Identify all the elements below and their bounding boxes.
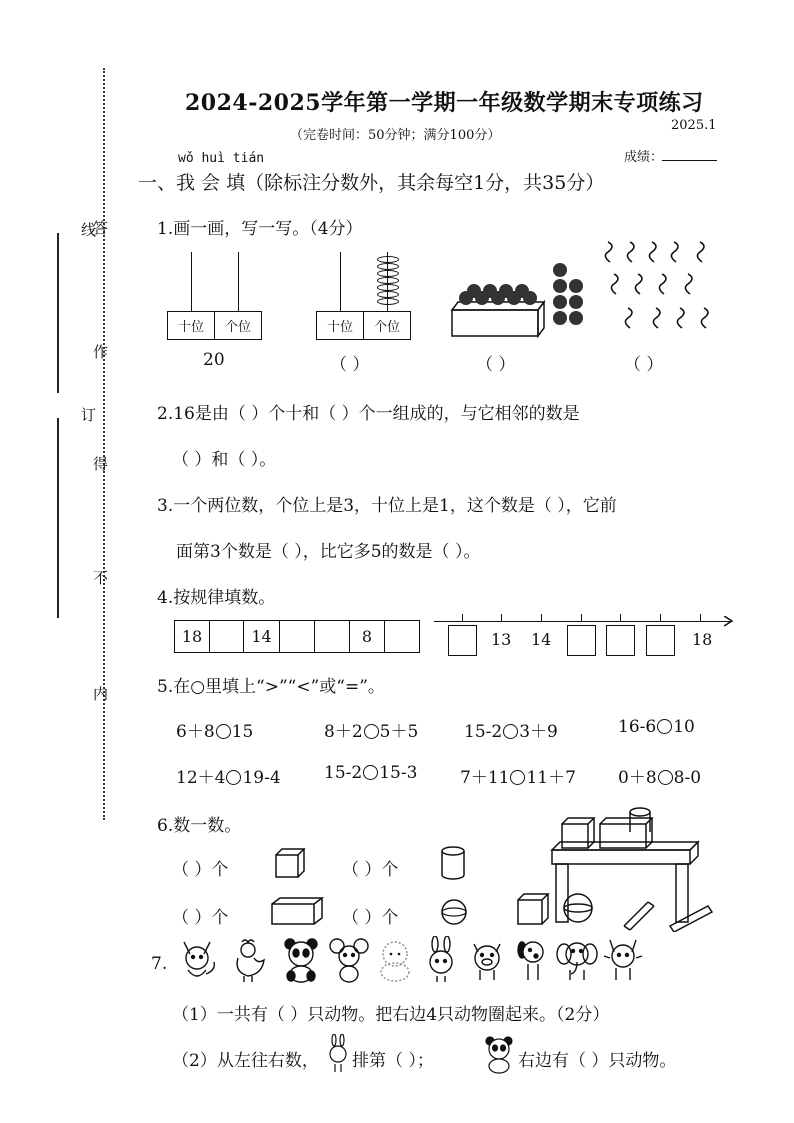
score-field[interactable] (662, 160, 717, 161)
rabbit-icon[interactable] (420, 936, 462, 984)
number-line-tick (620, 614, 621, 622)
number-line-arrow-icon (724, 616, 734, 628)
section-title: 一、我 会 填（除标注分数外，其余每空1分，共35分） (138, 172, 605, 194)
comparison-right: 10 (673, 717, 695, 737)
margin-char-5: 得 (91, 456, 109, 471)
cuboid-icon (270, 896, 324, 926)
score-label: 成绩： (624, 150, 664, 165)
q7-sub2-b[interactable]: 排第（ ）； (352, 1051, 434, 1071)
number-line-box[interactable] (646, 625, 675, 656)
number-line-tick (660, 614, 661, 622)
q1-answer-4[interactable]: （ ） (624, 355, 664, 375)
comparison-left: 15-2 (324, 763, 363, 783)
abacus1-ones-rod (238, 252, 239, 312)
comparison-item (324, 763, 417, 783)
margin-char-1: 线 (79, 222, 97, 237)
margin-char-2: 订 (79, 407, 97, 422)
abacus-bead (377, 298, 399, 305)
mouse-icon[interactable] (328, 936, 370, 984)
abacus2-tens-rod (340, 252, 341, 312)
comparison-circle[interactable] (216, 724, 231, 739)
q2-line-2[interactable]: （ ）和（ ）。 (172, 450, 277, 470)
cube-icon (274, 847, 308, 879)
q5-text: 5.在○里填上“>”“<”或“=”。 (157, 677, 385, 697)
elephant-icon[interactable] (556, 936, 598, 984)
comparison-right: 15-3 (379, 763, 418, 783)
comparison-item (464, 717, 558, 742)
sequence-cell: 18 (174, 620, 210, 653)
comparison-right: 5＋5 (379, 722, 419, 742)
comparison-circle[interactable] (658, 770, 673, 785)
comparison-item (618, 717, 695, 737)
comparison-circle[interactable] (510, 770, 525, 785)
abacus-bead (377, 256, 399, 263)
margin-char-4: 作 (91, 344, 109, 359)
comparison-circle[interactable] (503, 724, 518, 739)
margin-char-6: 不 (91, 570, 109, 585)
exam-date: 2025.1 (671, 118, 717, 133)
comparison-item (176, 763, 281, 788)
q1-text: 1.画一画，写一写。（4分） (157, 219, 363, 239)
ball-box-illustration (446, 258, 606, 340)
margin-char-7: 内 (91, 686, 109, 701)
number-line-tick (700, 614, 701, 622)
number-line (434, 621, 730, 622)
abacus-bead (377, 291, 399, 298)
rabbit-icon (326, 1034, 350, 1074)
count-sphere[interactable]: （ ）个 (342, 908, 399, 928)
comparison-right: 11＋7 (526, 768, 576, 788)
abacus1-ones-label: 个位 (214, 311, 262, 340)
fox-icon[interactable] (176, 936, 218, 984)
number-line-label: 14 (531, 630, 552, 649)
comparison-circle[interactable] (226, 770, 241, 785)
number-line-box[interactable] (448, 625, 477, 656)
sequence-cell[interactable] (210, 620, 244, 653)
binding-line-1 (57, 233, 59, 393)
sequence-cell: 14 (244, 620, 280, 653)
q7-sub2-c[interactable]: 右边有（ ）只动物。 (518, 1051, 677, 1071)
sequence-cell[interactable] (315, 620, 350, 653)
q3-line-1[interactable]: 3.一个两位数，个位上是3，十位上是1，这个数是（ ），它前 (157, 496, 617, 516)
number-line-label: 18 (692, 630, 713, 649)
q1-answer-1: 20 (203, 350, 225, 370)
abacus-bead (377, 284, 399, 291)
count-cylinder[interactable]: （ ）个 (342, 860, 399, 880)
sphere-icon (440, 898, 468, 926)
q1-answer-2[interactable]: （ ） (330, 355, 370, 375)
snail-illustration (600, 238, 720, 338)
cat-icon[interactable] (602, 936, 644, 984)
abacus2-tens-label: 十位 (316, 311, 364, 340)
binding-line-2 (57, 418, 59, 618)
comparison-right: 8-0 (673, 768, 702, 788)
panda-icon[interactable] (280, 936, 322, 984)
q7-number: 7. (151, 954, 168, 974)
cylinder-icon (440, 845, 466, 881)
q7-sub2-a: （2）从左往右数， (172, 1051, 319, 1071)
comparison-circle[interactable] (657, 719, 672, 734)
abacus1-tens-rod (191, 252, 192, 312)
comparison-item (176, 717, 253, 742)
comparison-left: 0＋8 (618, 768, 657, 788)
page-title: 2024-2025学年第一学期一年级数学期末专项练习 (185, 90, 704, 116)
comparison-left: 15-2 (464, 722, 503, 742)
q6-text: 6.数一数。 (157, 816, 242, 836)
q3-line-2[interactable]: 面第3个数是（ ），比它多5的数是（ ）。 (176, 542, 481, 562)
q1-answer-3[interactable]: （ ） (476, 355, 516, 375)
comparison-left: 7＋11 (460, 768, 510, 788)
abacus2-ones-label: 个位 (363, 311, 411, 340)
page-subtitle: （完卷时间：50分钟；满分100分） (290, 128, 501, 143)
number-line-tick (501, 614, 502, 622)
dog-icon[interactable] (512, 936, 554, 984)
sequence-cell[interactable] (385, 620, 420, 653)
comparison-item (618, 763, 701, 788)
number-line-box[interactable] (606, 625, 635, 656)
abacus-bead (377, 277, 399, 284)
margin-char-3: 答 (91, 220, 109, 235)
comparison-item (460, 763, 576, 788)
comparison-right: 3＋9 (519, 722, 558, 742)
number-line-tick (541, 614, 542, 622)
comparison-left: 6＋8 (176, 722, 215, 742)
shape-table-illustration (512, 802, 714, 932)
comparison-right: 15 (231, 722, 254, 742)
q4-text: 4.按规律填数。 (157, 588, 276, 608)
comparison-item (324, 717, 418, 742)
section-pinyin: wǒ huì tián (178, 151, 265, 166)
comparison-left: 8＋2 (324, 722, 363, 742)
abacus-bead (377, 263, 399, 270)
number-line-box[interactable] (567, 625, 596, 656)
number-line-label: 13 (491, 630, 512, 649)
comparison-circle[interactable] (364, 724, 379, 739)
q2-line-1[interactable]: 2.16是由（ ）个十和（ ）个一组成的，与它相邻的数是 (157, 404, 580, 424)
binding-dotted-line (103, 68, 105, 820)
comparison-left: 16-6 (618, 717, 657, 737)
rooster-icon[interactable] (228, 936, 270, 984)
number-line-tick (581, 614, 582, 622)
abacus-bead (377, 270, 399, 277)
abacus1-tens-label: 十位 (167, 311, 215, 340)
comparison-right: 19-4 (242, 768, 281, 788)
number-line-tick (462, 614, 463, 622)
comparison-left: 12＋4 (176, 768, 226, 788)
q7-sub1[interactable]: （1）一共有（ ）只动物。把右边4只动物圈起来。（2分） (172, 1005, 610, 1025)
count-cube[interactable]: （ ）个 (172, 860, 229, 880)
count-cuboid[interactable]: （ ）个 (172, 908, 229, 928)
panda-icon (482, 1034, 516, 1074)
sequence-cell[interactable] (280, 620, 315, 653)
pig-icon[interactable] (466, 936, 508, 984)
sequence-cell: 8 (350, 620, 385, 653)
comparison-circle[interactable] (363, 765, 378, 780)
sheep-icon[interactable] (374, 936, 416, 984)
